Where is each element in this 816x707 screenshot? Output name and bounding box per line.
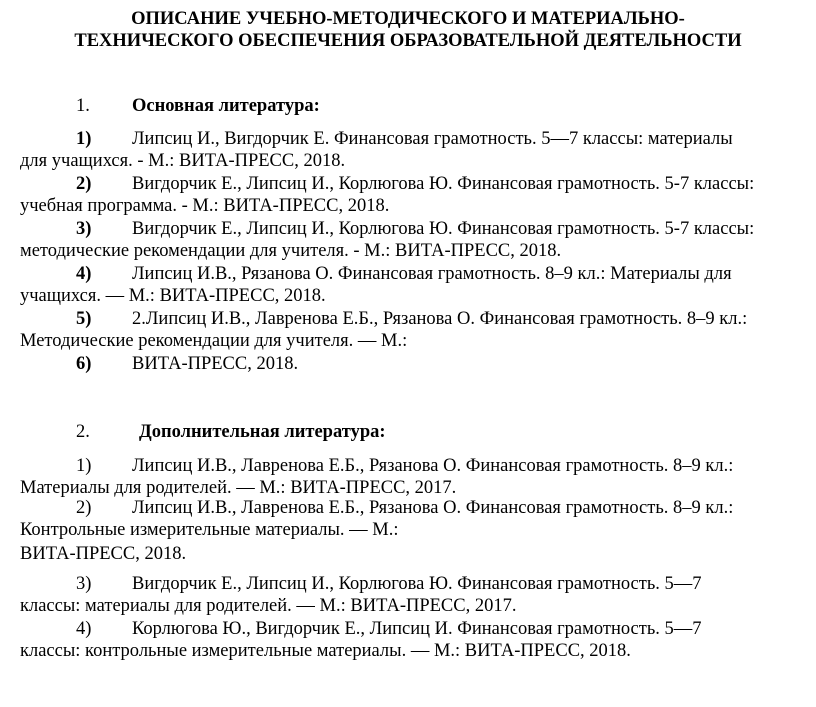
item-number: 2) — [76, 498, 92, 518]
item-text-line-1: ВИТА-ПРЕСС, 2018. — [132, 354, 299, 374]
item-text-line-3: ВИТА-ПРЕСС, 2018. — [20, 544, 187, 564]
list-item — [20, 573, 796, 617]
item-number: 5) — [76, 309, 92, 329]
item-text-line-2: методические рекомендации для учителя. - М.: ВИТА-ПРЕСС, 2018. — [20, 241, 562, 261]
item-text-line-1: Вигдорчик Е., Липсиц И., Корлюгова Ю. Финансовая грамотность. 5-7 классы: — [132, 174, 755, 194]
list-item — [20, 128, 796, 172]
item-text-line-2: учащихся. — М.: ВИТА-ПРЕСС, 2018. — [20, 286, 326, 306]
list-item — [20, 455, 796, 499]
item-text-line-1: Корлюгова Ю., Вигдорчик Е., Липсиц И. Финансовая грамотность. 5—7 — [132, 619, 702, 639]
list-item — [20, 218, 796, 262]
item-text-line-1: Липсиц И., Вигдорчик Е. Финансовая грамотность. 5—7 классы: материалы — [132, 129, 733, 149]
list-item — [20, 618, 796, 662]
item-text-line-1: Липсиц И.В., Лавренова Е.Б., Рязанова О. Финансовая грамотность. 8–9 кл.: — [132, 498, 734, 518]
item-text-line-1: Липсиц И.В., Рязанова О. Финансовая грамотность. 8–9 кл.: Материалы для — [132, 264, 732, 284]
item-text-line-1: Вигдорчик Е., Липсиц И., Корлюгова Ю. Финансовая грамотность. 5-7 классы: — [132, 219, 755, 239]
list-item — [20, 497, 796, 565]
item-text-line-2: для учащихся. - М.: ВИТА-ПРЕСС, 2018. — [20, 151, 346, 171]
item-text-line-2: Материалы для родителей. — М.: ВИТА-ПРЕСС, 2017. — [20, 478, 457, 498]
item-number: 3) — [76, 574, 92, 594]
list-item — [20, 353, 796, 375]
item-number: 4) — [76, 264, 92, 284]
item-text-line-1: Липсиц И.В., Лавренова Е.Б., Рязанова О. Финансовая грамотность. 8–9 кл.: — [132, 456, 734, 476]
title-line-1: ОПИСАНИЕ УЧЕБНО-МЕТОДИЧЕСКОГО И МАТЕРИАЛЬНО- — [131, 9, 685, 29]
item-number: 4) — [76, 619, 92, 639]
item-text-line-2: классы: материалы для родителей. — М.: ВИТА-ПРЕСС, 2017. — [20, 596, 517, 616]
item-number: 1) — [76, 456, 92, 476]
item-text-line-2: учебная программа. - М.: ВИТА-ПРЕСС, 2018. — [20, 196, 390, 216]
list-item — [20, 263, 796, 307]
item-number: 3) — [76, 219, 92, 239]
list-item — [20, 173, 796, 217]
item-text-line-2: классы: контрольные измерительные материалы. — М.: ВИТА-ПРЕСС, 2018. — [20, 641, 631, 661]
item-number: 1) — [76, 129, 92, 149]
item-text-line-2: Методические рекомендации для учителя. — М.: — [20, 331, 408, 351]
item-text-line-1: Вигдорчик Е., Липсиц И., Корлюгова Ю. Финансовая грамотность. 5—7 — [132, 574, 702, 594]
section-label: Дополнительная литература: — [139, 422, 386, 442]
title-line-2: ТЕХНИЧЕСКОГО ОБЕСПЕЧЕНИЯ ОБРАЗОВАТЕЛЬНОЙ ДЕЯТЕЛЬНОСТИ — [74, 31, 742, 51]
list-item — [20, 308, 796, 352]
item-text-line-1: 2.Липсиц И.В., Лавренова Е.Б., Рязанова О. Финансовая грамотность. 8–9 кл.: — [132, 309, 748, 329]
section-label: Основная литература: — [132, 96, 320, 116]
item-text-line-2: Контрольные измерительные материалы. — М.: — [20, 520, 399, 540]
item-number: 6) — [76, 354, 92, 374]
page-title — [0, 8, 816, 52]
item-number: 2) — [76, 174, 92, 194]
section-number: 2. — [76, 422, 90, 442]
section-number: 1. — [76, 96, 90, 116]
